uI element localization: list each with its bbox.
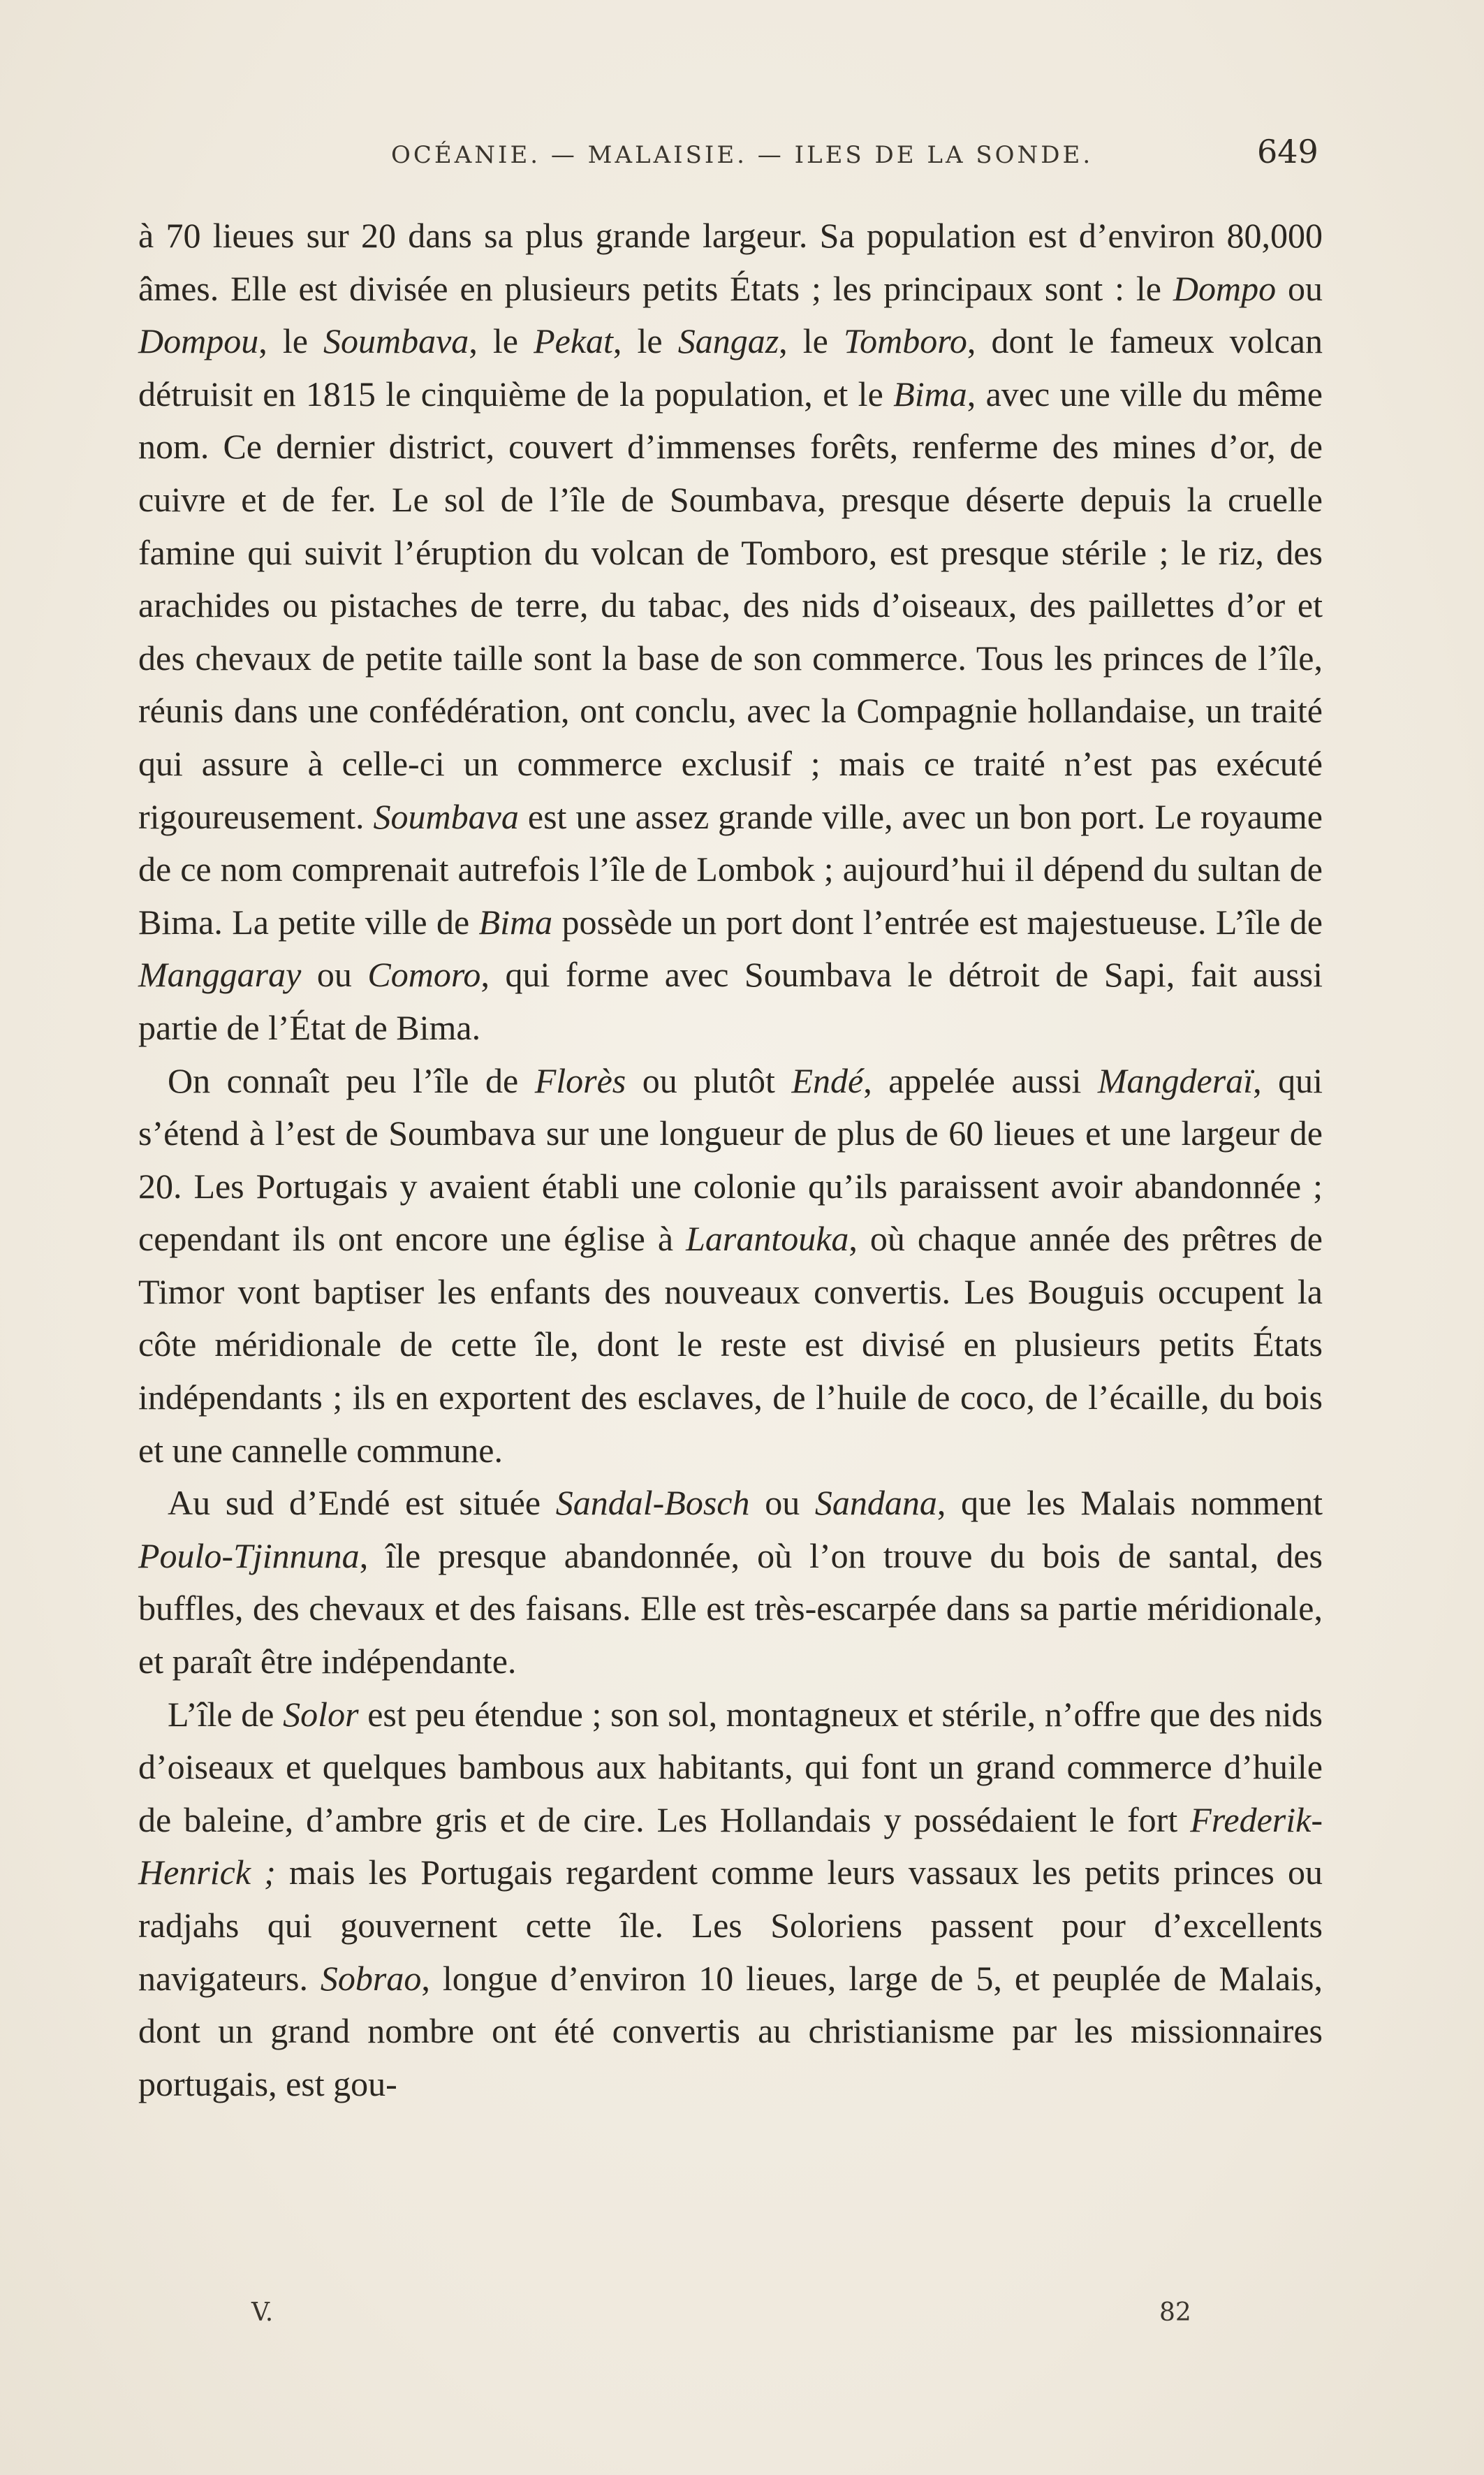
italic-term: Sandal-Bosch [555, 1483, 750, 1523]
text-run: est une assez grande ville, avec un bon port. Le royaume de ce nom comprenait autrefois l’île de Lombok ; aujourd’hui il dépend du sultan de Bima. La petite ville de [138, 796, 1323, 942]
running-head: OCÉANIE. — MALAISIE. — ILES DE LA SONDE. [391, 141, 1094, 169]
italic-term: Florès [534, 1060, 626, 1100]
text-run: , le [612, 321, 678, 361]
text-run: , île presque abandonnée, où l’on trouve du bois de santal, des buffles, des chevaux et des faisans. Elle est très-escarpée dans sa partie méridionale, et paraît être indépendante. [138, 1535, 1323, 1681]
italic-term: Bima [478, 902, 553, 942]
italic-term: Sangaz [677, 321, 779, 361]
text-run: , qui s’étend à l’est de Soumbava sur une longueur de plus de 60 lieues et une largeur de 20. Les Portugais y avaient établi une colonie qu’ils paraissent avoir abandonnée ; cependant ils ont encore une église à [138, 1060, 1323, 1259]
italic-term: Manggaray [138, 955, 302, 995]
text-run: L’île de [168, 1694, 284, 1734]
text-run: ou plutôt [626, 1060, 792, 1100]
text-run: On connaît peu l’île de [168, 1060, 535, 1100]
italic-term: Pekat [534, 321, 613, 361]
text-run: , que les Malais nomment [936, 1483, 1323, 1523]
text-run: est peu étendue ; son sol, montagneux et stérile, n’offre que des nids d’oiseaux et quelques bambous aux habitants, qui font un grand commerce d’huile de baleine, d’ambre gris et de cire. Les Hollandais y possédaient le fort [138, 1694, 1323, 1839]
text-run: , appelée aussi [863, 1060, 1098, 1100]
text-run: ou [1276, 268, 1323, 308]
italic-term: Comoro [367, 955, 481, 995]
text-run: mais les Portugais regardent comme leurs vassaux les petits princes ou radjahs qui gouvernent cette île. Les Soloriens passent pour d’excellents navigateurs. [138, 1853, 1323, 1998]
text-run: , qui forme avec Soumbava le détroit de Sapi, fait aussi partie de l’État de Bima. [138, 955, 1323, 1047]
volume-mark: V. [251, 2298, 274, 2327]
italic-term: Dompo [1173, 268, 1277, 308]
text-run: à 70 lieues sur 20 dans sa plus grande largeur. Sa population est d’environ 80,000 âmes. Elle est divisée en plusieurs petits États ; les principaux sont : le [138, 216, 1323, 308]
italic-term: Solor [283, 1694, 359, 1734]
text-run: ou [301, 955, 368, 995]
italic-term: Soumbava [373, 796, 519, 836]
italic-term: Soumbava [323, 321, 469, 361]
paragraph [138, 1477, 1323, 1688]
text-run: ou [749, 1483, 815, 1523]
italic-term: Sobrao [320, 1958, 422, 1998]
text-run: Au sud d’Endé est située [168, 1483, 556, 1523]
italic-term: Dompou [138, 321, 259, 361]
text-run: , dont le fameux volcan détruisit en 1815 le cinquième de la population, et le [138, 321, 1323, 414]
page-number: 649 [1257, 133, 1318, 170]
italic-term: Frederik-Henrick ; [138, 1799, 1323, 1892]
italic-term: Tomboro [843, 321, 967, 361]
italic-term: Sandana [814, 1483, 937, 1523]
text-run: , où chaque année des prêtres de Timor vont baptiser les enfants des nouveaux convertis. Les Bouguis occupent la côte méridionale de cette île, dont le reste est divisé en plusieurs petits États indépendants ; ils en exportent des esclaves, de l’huile de coco, de l’écaille, du bois et une cannelle commune. [138, 1219, 1323, 1470]
body-text [138, 210, 1323, 2110]
paragraph [138, 210, 1323, 1055]
text-run: , avec une ville du même nom. Ce dernier district, couvert d’immenses forêts, renferme des mines d’or, de cuivre et de fer. Le sol de l’île de Soumbava, presque déserte depuis la cruelle famine qui suivit l’éruption du volcan de Tomboro, est presque stérile ; le riz, des arachides ou pistaches de terre, du tabac, des nids d’oiseaux, des paillettes d’or et des chevaux de petite taille sont la base de son commerce. Tous les princes de l’île, réunis dans une confédération, ont conclu, avec la Compagnie hollandaise, un traité qui assure à celle-ci un commerce exclusif ; mais ce traité n’est pas exécuté rigoureusement. [138, 374, 1323, 836]
italic-term: Endé [791, 1060, 864, 1100]
italic-term: Larantouka [686, 1219, 849, 1259]
text-run: , le [469, 321, 534, 361]
paragraph [138, 1688, 1323, 2111]
signature-number: 82 [1159, 2298, 1191, 2327]
text-run: possède un port dont l’entrée est majestueuse. L’île de [552, 902, 1323, 942]
text-run: , longue d’environ 10 lieues, large de 5, et peuplée de Malais, dont un grand nombre ont été convertis au christianisme par les missionnaires portugais, est gou- [138, 1958, 1323, 2103]
text-run: , le [258, 321, 323, 361]
italic-term: Poulo-Tjinnuna [138, 1535, 360, 1575]
paragraph [138, 1055, 1323, 1477]
text-run: , le [779, 321, 844, 361]
italic-term: Bima [893, 374, 967, 414]
italic-term: Mangderaï [1097, 1060, 1254, 1100]
